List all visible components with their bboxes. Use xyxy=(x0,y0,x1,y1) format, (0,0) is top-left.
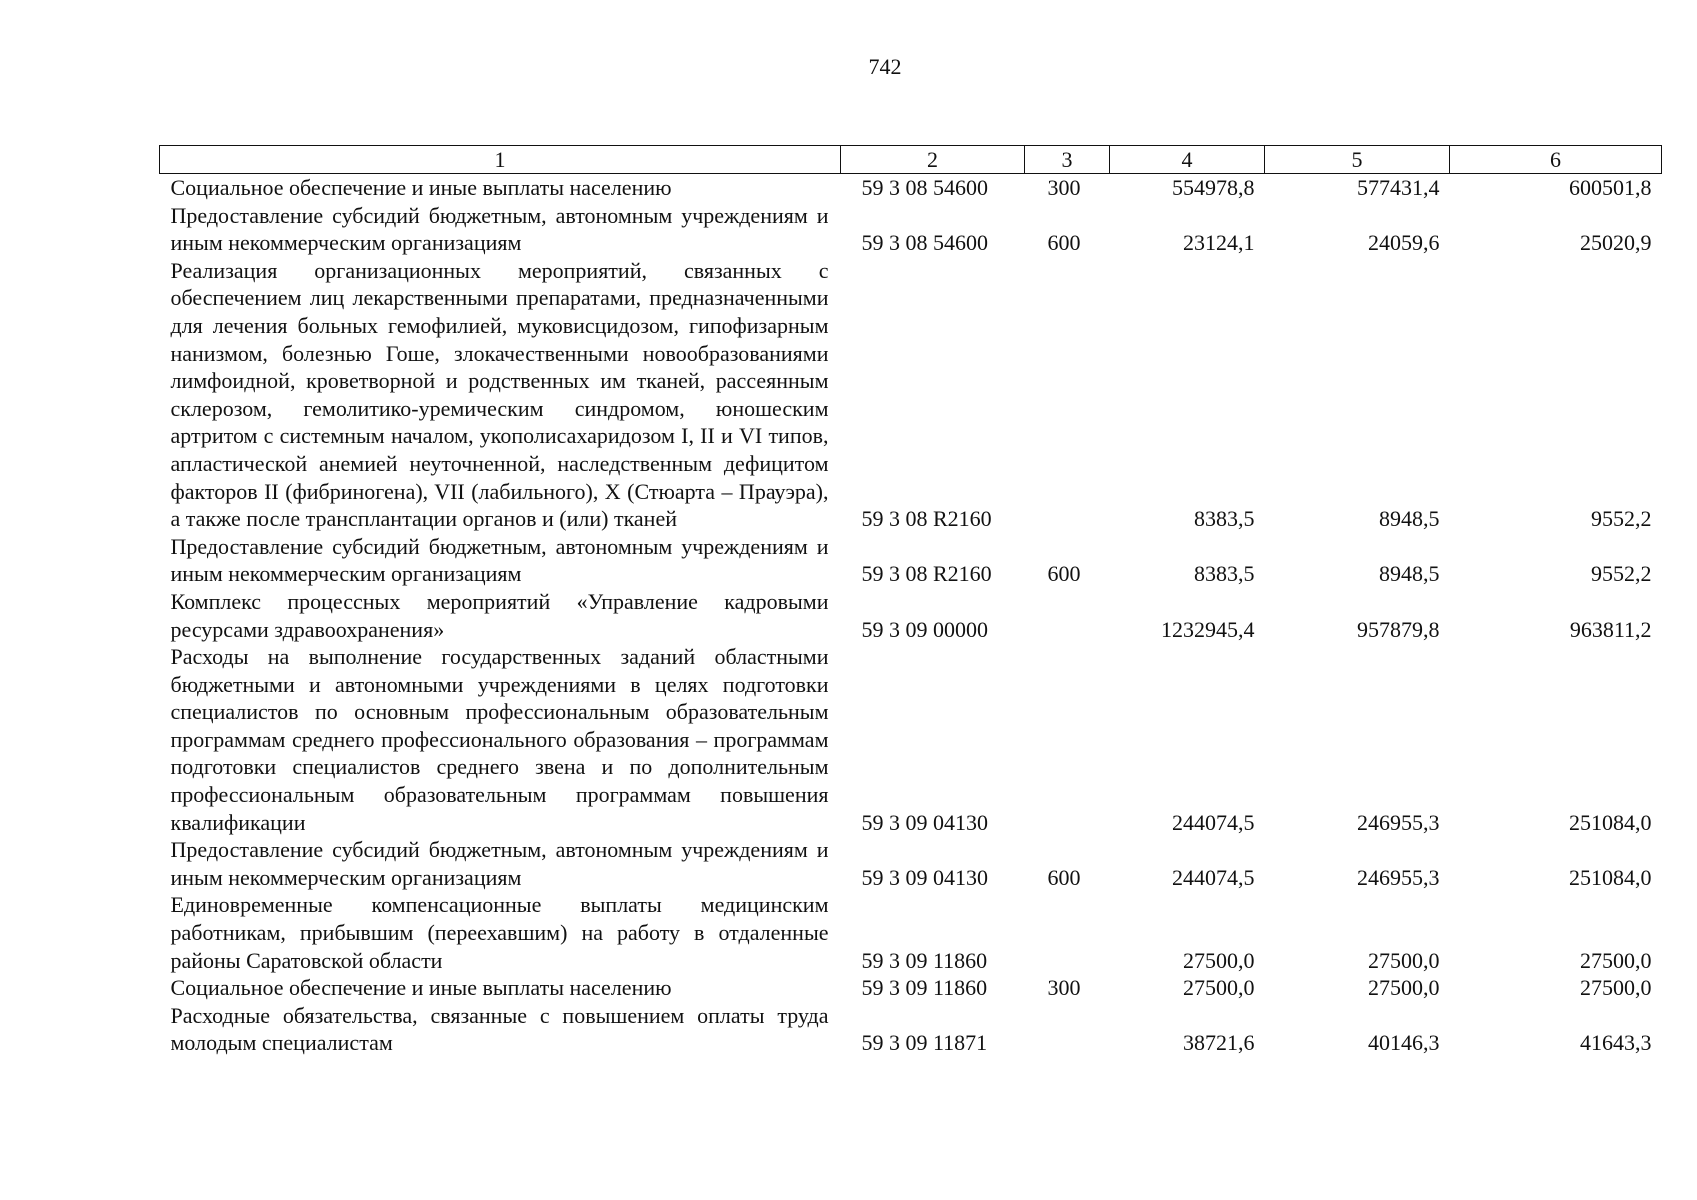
row-value-col6-cell: 27500,0 xyxy=(1580,947,1652,973)
row-value-col5-cell: 957879,8 xyxy=(1357,616,1440,642)
column-header-3: 3 xyxy=(1025,146,1110,174)
row-code-cell: 59 3 09 00000 xyxy=(861,616,988,642)
row-code-cell: 59 3 08 R2160 xyxy=(861,561,992,587)
row-value-col5-cell: 40146,3 xyxy=(1368,1030,1440,1056)
table-row xyxy=(160,836,1662,891)
column-header-1: 1 xyxy=(160,146,841,174)
row-value-col6-cell: 600501,8 xyxy=(1569,175,1652,200)
row-value-col4-cell: 8383,5 xyxy=(1194,561,1255,587)
table-row xyxy=(160,174,1662,202)
row-expense-type-cell xyxy=(1025,588,1110,643)
row-expense-type-cell xyxy=(1025,1002,1110,1057)
row-value-col6-cell: 963811,2 xyxy=(1569,616,1652,642)
row-value-col4-cell: 38721,6 xyxy=(1183,1030,1255,1056)
column-header-2: 2 xyxy=(841,146,1025,174)
budget-table xyxy=(159,145,1662,1057)
row-name-cell: Предоставление субсидий бюджетным, автономным учреждениям и иным некоммерческим организациям xyxy=(170,202,829,256)
row-value-col5-cell: 27500,0 xyxy=(1368,947,1440,973)
row-expense-type-cell: 600 xyxy=(1047,230,1081,256)
row-value-col4-cell: 554978,8 xyxy=(1172,175,1255,200)
table-body xyxy=(160,174,1662,1058)
row-value-col4-cell: 8383,5 xyxy=(1194,506,1255,532)
table-row xyxy=(160,588,1662,643)
row-value-col5-cell: 577431,4 xyxy=(1357,175,1440,200)
row-value-col5-cell: 8948,5 xyxy=(1379,506,1440,532)
row-value-col4-cell: 1232945,4 xyxy=(1161,616,1255,642)
row-name-cell: Предоставление субсидий бюджетным, автономным учреждениям и иным некоммерческим организациям xyxy=(170,533,829,587)
row-code-cell: 59 3 08 54600 xyxy=(861,175,988,200)
row-code-cell: 59 3 09 11860 xyxy=(861,947,988,973)
row-value-col5-cell: 246955,3 xyxy=(1357,864,1440,890)
row-name-cell: Комплекс процессных мероприятий «Управление кадровыми ресурсами здравоохранения» xyxy=(170,588,829,642)
row-code-cell: 59 3 09 11860 xyxy=(861,975,988,1001)
table-row xyxy=(160,974,1662,1002)
row-value-col6-cell: 9552,2 xyxy=(1591,561,1652,587)
table-row xyxy=(160,202,1662,257)
column-header-4: 4 xyxy=(1110,146,1265,174)
row-value-col4-cell: 27500,0 xyxy=(1183,975,1255,1001)
row-value-col4-cell: 244074,5 xyxy=(1172,864,1255,890)
row-expense-type-cell: 600 xyxy=(1047,561,1081,587)
row-value-col6-cell: 251084,0 xyxy=(1569,864,1652,890)
row-name-cell: Реализация организационных мероприятий, связанных с обеспечением лиц лекарственными препаратами, предназначенными для лечения больных гемофилией, муковисцидозом, гипофизарным нанизмом, болезнью Гоше, злокачественными новообразованиями лимфоидной, кроветворной и родственных им тканей, рассеянным склерозом, гемолитико-уремическим синдромом, юношеским артритом с системным началом, укополисахаридозом I, II и VI типов, апластической анемией неуточненной, наследственным дефицитом факторов II (фибриногена), VII (лабильного), X (Стюарта – Прауэра), а также после трансплантации органов и (или) тканей xyxy=(170,257,829,532)
row-expense-type-cell: 300 xyxy=(1047,975,1081,1001)
table-row xyxy=(160,643,1662,836)
table-row xyxy=(160,257,1662,533)
row-value-col6-cell: 251084,0 xyxy=(1569,809,1652,835)
row-expense-type-cell: 300 xyxy=(1047,175,1081,200)
row-value-col4-cell: 27500,0 xyxy=(1183,947,1255,973)
row-name-cell: Расходные обязательства, связанные с повышением оплаты труда молодым специалистам xyxy=(170,1002,829,1056)
row-expense-type-cell: 600 xyxy=(1047,864,1081,890)
row-value-col5-cell: 246955,3 xyxy=(1357,809,1440,835)
table-row xyxy=(160,533,1662,588)
row-code-cell: 59 3 09 11871 xyxy=(861,1030,988,1056)
row-name-cell: Единовременные компенсационные выплаты медицинским работникам, прибывшим (переехавшим) на работу в отдаленные районы Саратовской области xyxy=(170,892,829,973)
table-row xyxy=(160,1002,1662,1057)
row-code-cell: 59 3 08 54600 xyxy=(861,230,988,256)
row-expense-type-cell xyxy=(1025,257,1110,533)
row-value-col5-cell: 24059,6 xyxy=(1368,230,1440,256)
row-name-cell: Социальное обеспечение и иные выплаты населению xyxy=(170,975,672,1001)
row-code-cell: 59 3 09 04130 xyxy=(861,864,988,890)
column-header-6: 6 xyxy=(1450,146,1662,174)
row-value-col4-cell: 244074,5 xyxy=(1172,809,1255,835)
page-number: 742 xyxy=(868,54,902,79)
row-value-col6-cell: 25020,9 xyxy=(1580,230,1652,256)
row-value-col5-cell: 8948,5 xyxy=(1379,561,1440,587)
row-value-col6-cell: 27500,0 xyxy=(1580,975,1652,1001)
row-expense-type-cell xyxy=(1025,891,1110,974)
row-name-cell: Предоставление субсидий бюджетным, автономным учреждениям и иным некоммерческим организациям xyxy=(170,837,829,890)
table-header xyxy=(160,146,1662,174)
row-value-col6-cell: 9552,2 xyxy=(1591,506,1652,532)
row-value-col6-cell: 41643,3 xyxy=(1580,1030,1652,1056)
row-name-cell: Социальное обеспечение и иные выплаты населению xyxy=(170,175,672,200)
row-expense-type-cell xyxy=(1025,643,1110,836)
table-row xyxy=(160,891,1662,974)
row-value-col4-cell: 23124,1 xyxy=(1183,230,1255,256)
row-value-col5-cell: 27500,0 xyxy=(1368,975,1440,1001)
column-header-5: 5 xyxy=(1265,146,1450,174)
row-code-cell: 59 3 08 R2160 xyxy=(861,506,992,532)
header-row xyxy=(160,146,1662,174)
row-code-cell: 59 3 09 04130 xyxy=(861,809,988,835)
row-name-cell: Расходы на выполнение государственных заданий областными бюджетными и автономными учреждениями в целях подготовки специалистов по основным профессиональным образовательным программам среднего профессионального образования – программам подготовки специалистов среднего звена и по дополнительным профессиональным образовательным программам повышения квалификации xyxy=(170,644,829,835)
